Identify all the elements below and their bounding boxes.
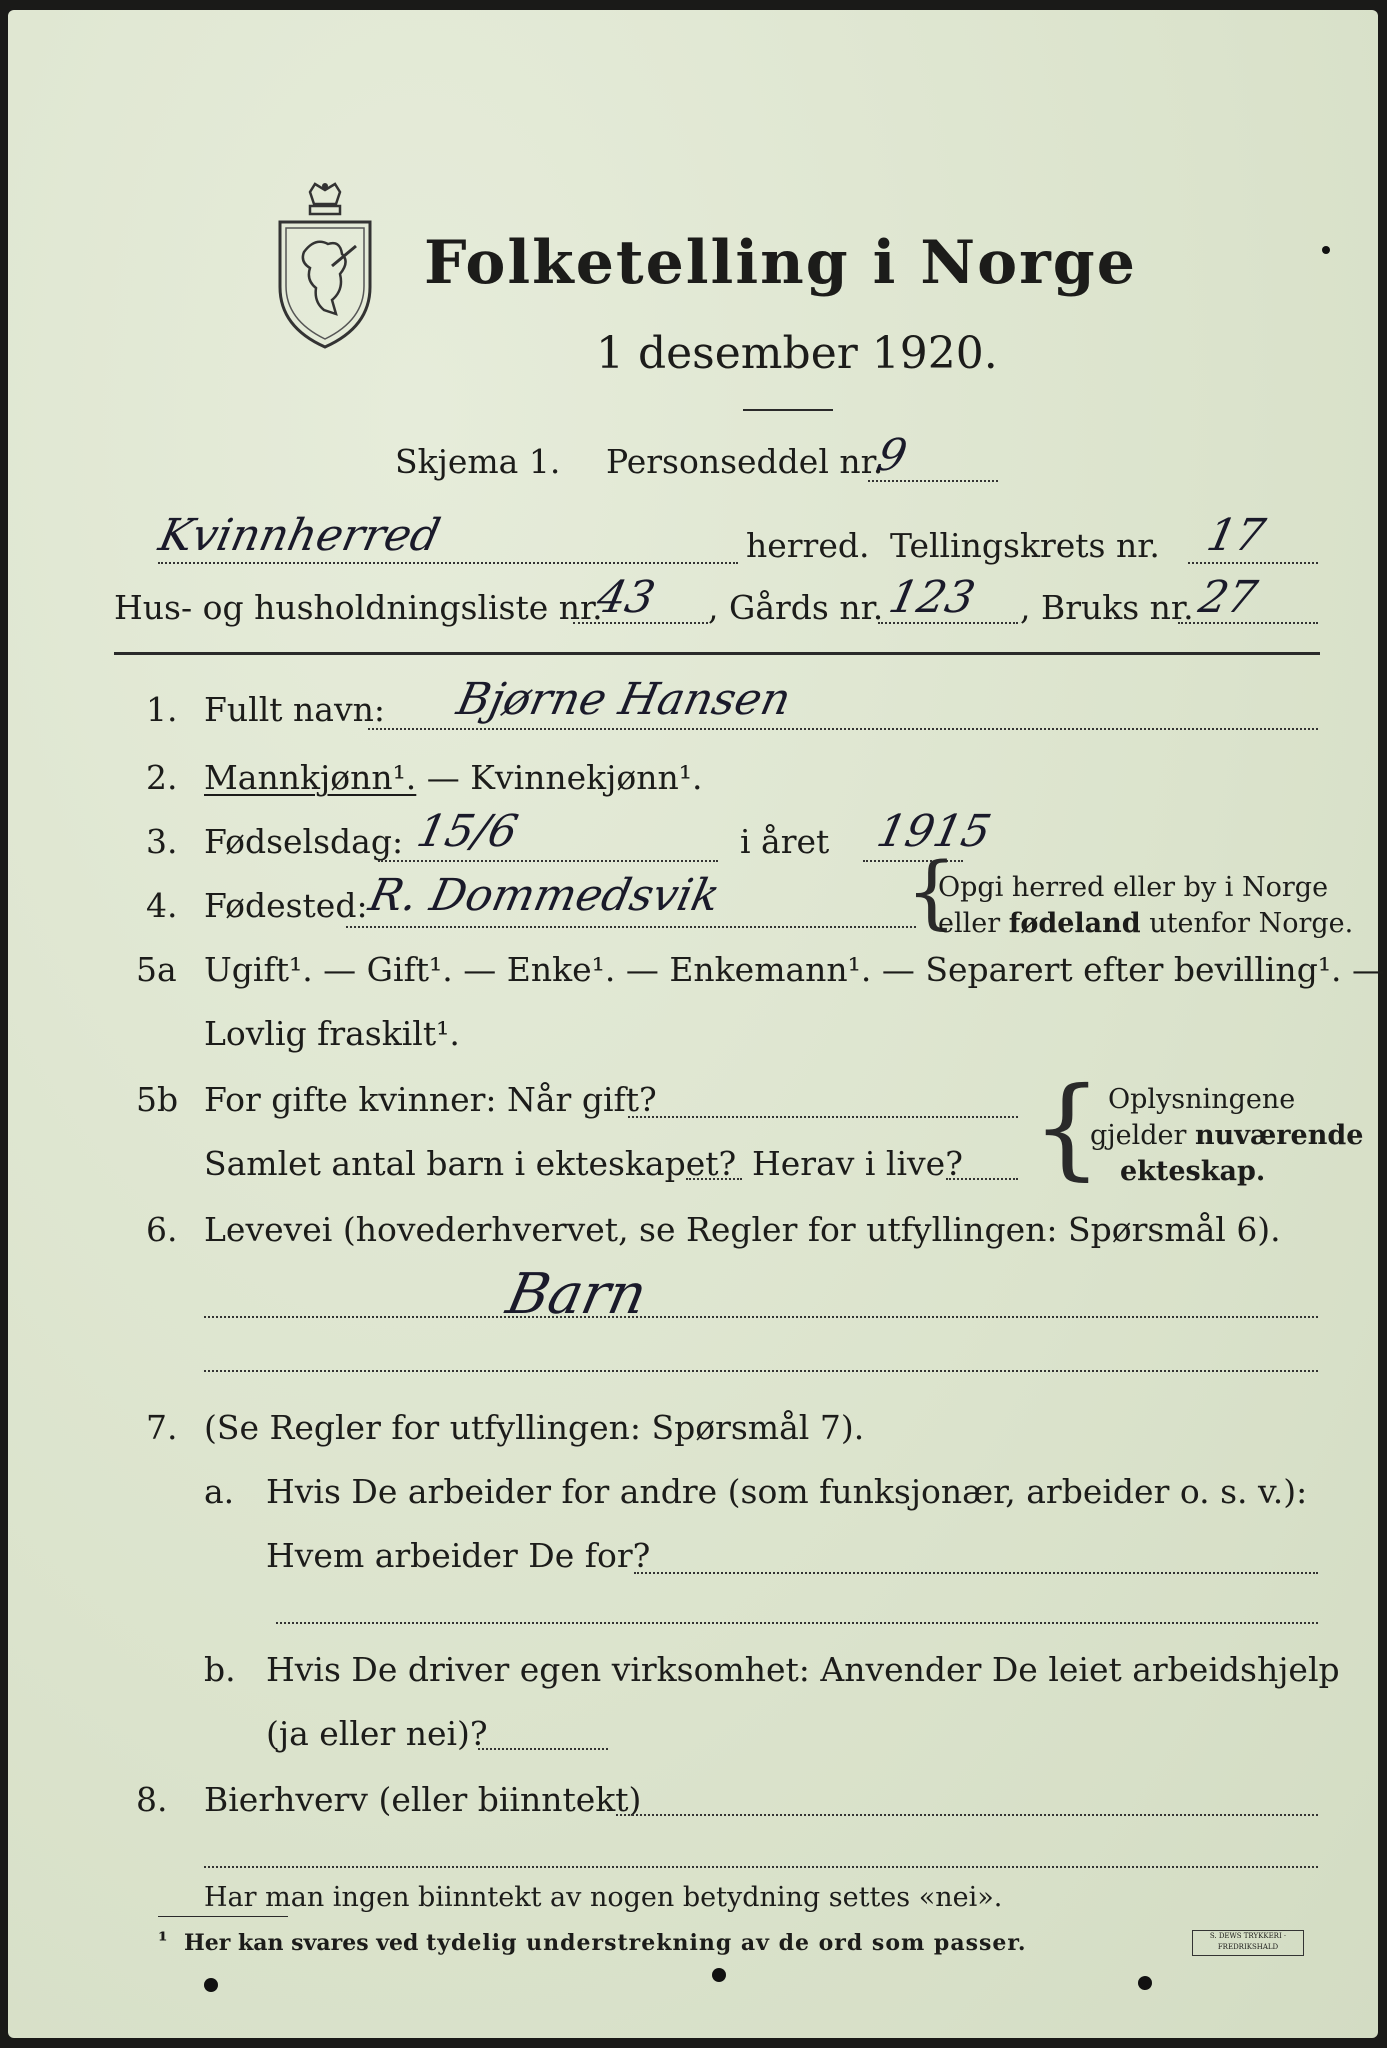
q7a-label: Hvis De arbeider for andre (som funksjonær, arbeider o. s. v.): — [266, 1472, 1308, 1511]
gards-line — [878, 622, 1018, 624]
q5b-brace: { — [1032, 1063, 1102, 1191]
hus-line — [573, 622, 708, 624]
q5b-label: For gifte kvinner: Når gift? — [204, 1080, 657, 1119]
q4-brace: { — [906, 845, 957, 938]
q1-label: Fullt navn: — [204, 690, 385, 729]
tellingskrets-line — [1188, 562, 1318, 564]
q8-label: Bierhverv (eller biinntekt) — [204, 1780, 642, 1819]
hired-help-line[interactable] — [478, 1748, 608, 1750]
q7b-number: b. — [204, 1650, 236, 1689]
occupation-line — [204, 1316, 1318, 1318]
q7b-label: Hvis De driver egen virksomhet: Anvender De leiet arbeidshjelp — [266, 1650, 1340, 1689]
tellingskrets-label: Tellingskrets nr. — [890, 526, 1160, 565]
hus-label: Hus- og husholdningsliste nr. — [114, 588, 603, 627]
q7-label: (Se Regler for utfyllingen: Spørsmål 7). — [204, 1408, 865, 1447]
q8-note: Har man ingen biinntekt av nogen betydning settes «nei». — [204, 1882, 1003, 1913]
q5a-number: 5a — [136, 950, 177, 989]
personseddel-label: Personseddel nr. — [606, 442, 884, 481]
birthplace-value[interactable]: R. Dommedsvik — [364, 870, 725, 921]
hus-value[interactable]: 43 — [592, 572, 660, 623]
occupation-line-2 — [204, 1370, 1318, 1372]
q4-note-part: utenfor Norge. — [1140, 908, 1354, 939]
q7-number: 7. — [146, 1408, 178, 1447]
q4-note-part: eller — [938, 908, 1009, 939]
gards-value[interactable]: 123 — [884, 572, 980, 623]
herred-line — [158, 562, 738, 564]
full-name-line — [368, 728, 1318, 730]
form-date: 1 desember 1920. — [596, 328, 998, 379]
tellingskrets-value[interactable]: 17 — [1202, 510, 1270, 561]
bleed-through-text: ⠀ — [568, 120, 586, 148]
q5b-note-line3: ekteskap. — [1120, 1156, 1266, 1187]
birth-year-value[interactable]: 1915 — [872, 806, 996, 857]
sex-options — [204, 758, 703, 797]
coat-of-arms-icon — [270, 182, 380, 352]
full-name-value[interactable]: Bjørne Hansen — [452, 674, 796, 725]
q8-number: 8. — [136, 1780, 168, 1819]
q4-note-bold: fødeland — [1008, 908, 1141, 939]
q5b-number: 5b — [136, 1080, 179, 1119]
children-line[interactable] — [686, 1178, 742, 1180]
q5b-note-line1: Oplysningene — [1108, 1084, 1296, 1115]
q7a-label2: Hvem arbeider De for? — [266, 1536, 651, 1575]
ink-mark — [1138, 1976, 1152, 1990]
printer-mark: S. DEWS TRYKKERI · FREDRIKSHALD — [1192, 1930, 1304, 1956]
form-title: Folketelling i Norge — [424, 228, 1137, 298]
q4-note-line1: Opgi herred eller by i Norge — [938, 872, 1329, 903]
birthplace-line — [346, 926, 916, 928]
birthdate-value[interactable]: 15/6 — [412, 806, 523, 857]
employer-line-2[interactable] — [276, 1622, 1318, 1624]
ink-mark — [1322, 246, 1330, 254]
q3-year-label: i året — [740, 822, 830, 861]
q7a-number: a. — [204, 1472, 235, 1511]
census-form-sheet — [8, 10, 1386, 2038]
side-income-line[interactable] — [616, 1814, 1318, 1816]
q4-label: Fødested: — [204, 886, 368, 925]
personseddel-line — [868, 480, 998, 482]
q5b-alive-label: Herav i live? — [752, 1144, 963, 1183]
ink-mark — [204, 1978, 218, 1992]
footnote-part: Her kan svares ved — [184, 1930, 427, 1956]
q4-number: 4. — [146, 886, 178, 925]
sex-separator: — — [416, 758, 471, 797]
herred-label: herred. — [746, 526, 870, 565]
q2-number: 2. — [146, 758, 178, 797]
footnote-emphasis: tydelig understrekning av de ord som passer. — [426, 1930, 1027, 1956]
employer-line[interactable] — [634, 1572, 1318, 1574]
q6-number: 6. — [146, 1210, 178, 1249]
side-income-line-2[interactable] — [204, 1866, 1318, 1868]
footnote-text — [184, 1930, 1027, 1956]
schema-label: Skjema 1. — [395, 442, 561, 481]
header-separator — [114, 652, 1320, 655]
herred-value[interactable]: Kvinnherred — [154, 510, 445, 561]
female-option[interactable]: Kvinnekjønn¹. — [470, 758, 703, 797]
ink-mark — [712, 1968, 726, 1982]
q3-label: Fødselsdag: — [204, 822, 404, 861]
bruks-value[interactable]: 27 — [1194, 572, 1262, 623]
q5b-note-part: gjelder — [1090, 1120, 1196, 1151]
birthdate-line — [378, 860, 718, 862]
alive-line[interactable] — [946, 1178, 1018, 1180]
marriage-date-line[interactable] — [628, 1116, 1018, 1118]
q6-label: Levevei (hovederhvervet, se Regler for utfyllingen: Spørsmål 6). — [204, 1210, 1281, 1249]
marital-options-2[interactable]: Lovlig fraskilt¹. — [204, 1014, 460, 1053]
personseddel-value[interactable]: 9 — [872, 430, 912, 481]
q5b-note-line2 — [1090, 1120, 1363, 1151]
bruks-label: , Bruks nr. — [1020, 588, 1194, 627]
q1-number: 1. — [146, 690, 178, 729]
marital-options[interactable]: Ugift¹. — Gift¹. — Enke¹. — Enkemann¹. — Separert efter bevilling¹. — — [204, 950, 1386, 989]
q5b-note-bold: nuværende — [1195, 1120, 1364, 1151]
title-divider — [743, 409, 833, 411]
q7b-label2: (ja eller nei)? — [266, 1714, 488, 1753]
q3-number: 3. — [146, 822, 178, 861]
footnote-rule — [158, 1916, 288, 1917]
q5b-children-label: Samlet antal barn i ekteskapet? — [204, 1144, 737, 1183]
footnote-marker: ¹ — [158, 1928, 168, 1954]
male-option[interactable]: Mannkjønn¹. — [204, 758, 417, 797]
gards-label: , Gårds nr. — [708, 588, 884, 627]
bruks-line — [1178, 622, 1318, 624]
q4-note-line2 — [938, 908, 1353, 939]
occupation-value[interactable]: Barn — [501, 1262, 653, 1327]
